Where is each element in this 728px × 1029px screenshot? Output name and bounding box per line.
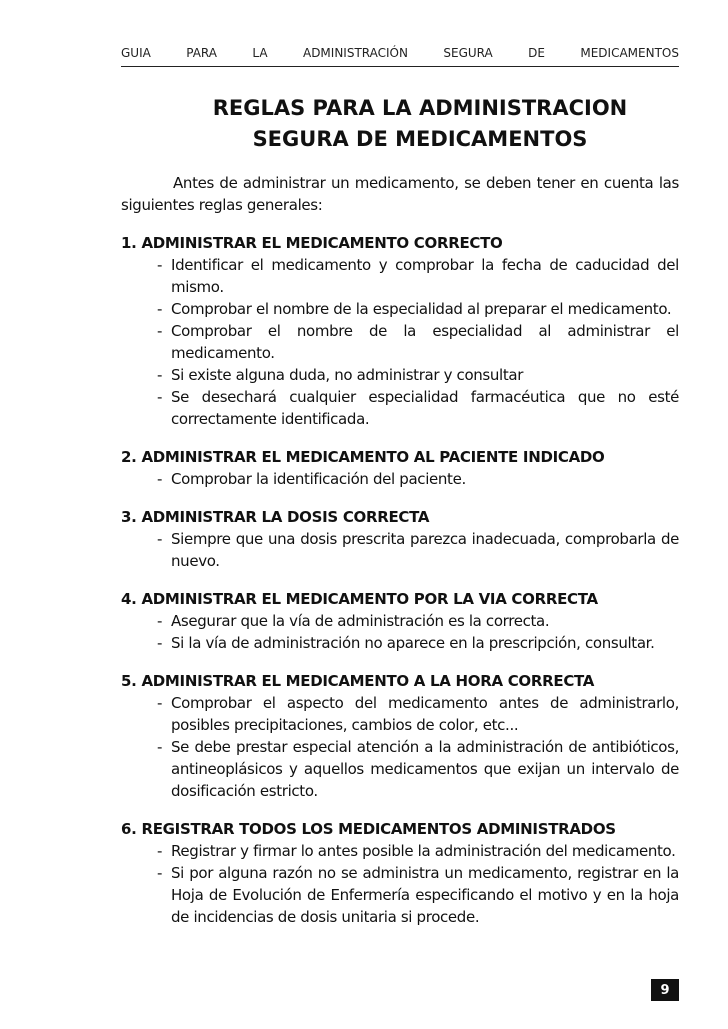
list-item-text: Identificar el medicamento y comprobar la fecha de caducidad del mismo. bbox=[171, 256, 679, 296]
list-item-text: Registrar y firmar lo antes posible la administración del medicamento. bbox=[171, 842, 676, 860]
header-word: MEDICAMENTOS bbox=[580, 46, 679, 60]
page-number: 9 bbox=[651, 979, 679, 1001]
section-heading: 4. ADMINISTRAR EL MEDICAMENTO POR LA VIA CORRECTA bbox=[121, 590, 598, 608]
list-item: - Si existe alguna duda, no administrar y consultar bbox=[157, 366, 524, 384]
list-item: - Identificar el medicamento y comprobar la fecha de caducidad del mismo. bbox=[157, 256, 679, 296]
list-item-text: Se desechará cualquier especialidad farmacéutica que no esté correctamente identificada. bbox=[171, 388, 679, 428]
intro-paragraph: Antes de administrar un medicamento, se deben tener en cuenta las siguientes reglas generales: bbox=[121, 174, 679, 214]
header-word: SEGURA bbox=[443, 46, 493, 60]
list-item-text: Si la vía de administración no aparece en la prescripción, consultar. bbox=[171, 634, 655, 652]
list-item: - Si por alguna razón no se administra un medicamento, registrar en la Hoja de Evolución de Enfermería especificando el motivo y en la hoja de incidencias de dosis unitaria si procede. bbox=[157, 864, 679, 926]
rule-section-4 bbox=[121, 588, 679, 654]
header-word: ADMINISTRACIÓN bbox=[302, 46, 408, 60]
rule-section-2 bbox=[121, 446, 679, 490]
header-word: DE bbox=[528, 46, 545, 60]
page-title-line-1: REGLAS PARA LA ADMINISTRACION bbox=[212, 96, 628, 120]
page-title-line-2: SEGURA DE MEDICAMENTOS bbox=[252, 127, 588, 151]
running-header bbox=[121, 46, 679, 60]
list-item: - Asegurar que la vía de administración es la correcta. bbox=[157, 612, 550, 630]
list-item-text: Se debe prestar especial atención a la administración de antibióticos, antineoplásicos y aquellos medicamentos que exijan un intervalo de dosificación estricto. bbox=[171, 738, 679, 800]
list-item: - Comprobar el aspecto del medicamento antes de administrarlo, posibles precipitaciones, cambios de color, etc... bbox=[157, 694, 679, 734]
page-title bbox=[121, 93, 679, 155]
document-body bbox=[121, 172, 679, 928]
header-word: PARA bbox=[186, 46, 217, 60]
section-heading: 1. ADMINISTRAR EL MEDICAMENTO CORRECTO bbox=[121, 234, 503, 252]
list-item: - Registrar y firmar lo antes posible la administración del medicamento. bbox=[157, 842, 676, 860]
list-item-text: Comprobar el nombre de la especialidad al administrar el medicamento. bbox=[171, 322, 679, 362]
list-item: - Se debe prestar especial atención a la administración de antibióticos, antineoplásicos y aquellos medicamentos que exijan un intervalo de dosificación estricto. bbox=[157, 738, 679, 800]
rule-section-6 bbox=[121, 818, 679, 928]
header-divider bbox=[121, 66, 679, 67]
list-item: - Siempre que una dosis prescrita parezca inadecuada, comprobarla de nuevo. bbox=[157, 530, 679, 570]
section-heading: 2. ADMINISTRAR EL MEDICAMENTO AL PACIENTE INDICADO bbox=[121, 448, 605, 466]
list-item: - Si la vía de administración no aparece en la prescripción, consultar. bbox=[157, 634, 655, 652]
list-item-text: Siempre que una dosis prescrita parezca inadecuada, comprobarla de nuevo. bbox=[171, 530, 679, 570]
list-item: - Comprobar la identificación del paciente. bbox=[157, 470, 466, 488]
list-item-text: Si existe alguna duda, no administrar y consultar bbox=[171, 366, 524, 384]
rule-section-5 bbox=[121, 670, 679, 802]
list-item: - Se desechará cualquier especialidad farmacéutica que no esté correctamente identificada. bbox=[157, 388, 679, 428]
header-word: GUIA bbox=[121, 46, 151, 60]
list-item: - Comprobar el nombre de la especialidad al preparar el medicamento. bbox=[157, 300, 672, 318]
rule-section-3 bbox=[121, 506, 679, 572]
rule-section-1 bbox=[121, 232, 679, 430]
list-item-text: Asegurar que la vía de administración es la correcta. bbox=[171, 612, 550, 630]
list-item: - Comprobar el nombre de la especialidad al administrar el medicamento. bbox=[157, 322, 679, 362]
list-item-text: Comprobar la identificación del paciente. bbox=[171, 470, 466, 488]
section-heading: 5. ADMINISTRAR EL MEDICAMENTO A LA HORA CORRECTA bbox=[121, 672, 595, 690]
list-item-text: Comprobar el nombre de la especialidad al preparar el medicamento. bbox=[171, 300, 672, 318]
section-heading: 6. REGISTRAR TODOS LOS MEDICAMENTOS ADMINISTRADOS bbox=[121, 820, 616, 838]
header-word: LA bbox=[252, 46, 268, 60]
list-item-text: Comprobar el aspecto del medicamento antes de administrarlo, posibles precipitaciones, cambios de color, etc... bbox=[171, 694, 679, 734]
list-item-text: Si por alguna razón no se administra un medicamento, registrar en la Hoja de Evolución de Enfermería especificando el motivo y en la hoja de incidencias de dosis unitaria si procede. bbox=[171, 864, 679, 926]
section-heading: 3. ADMINISTRAR LA DOSIS CORRECTA bbox=[121, 508, 430, 526]
